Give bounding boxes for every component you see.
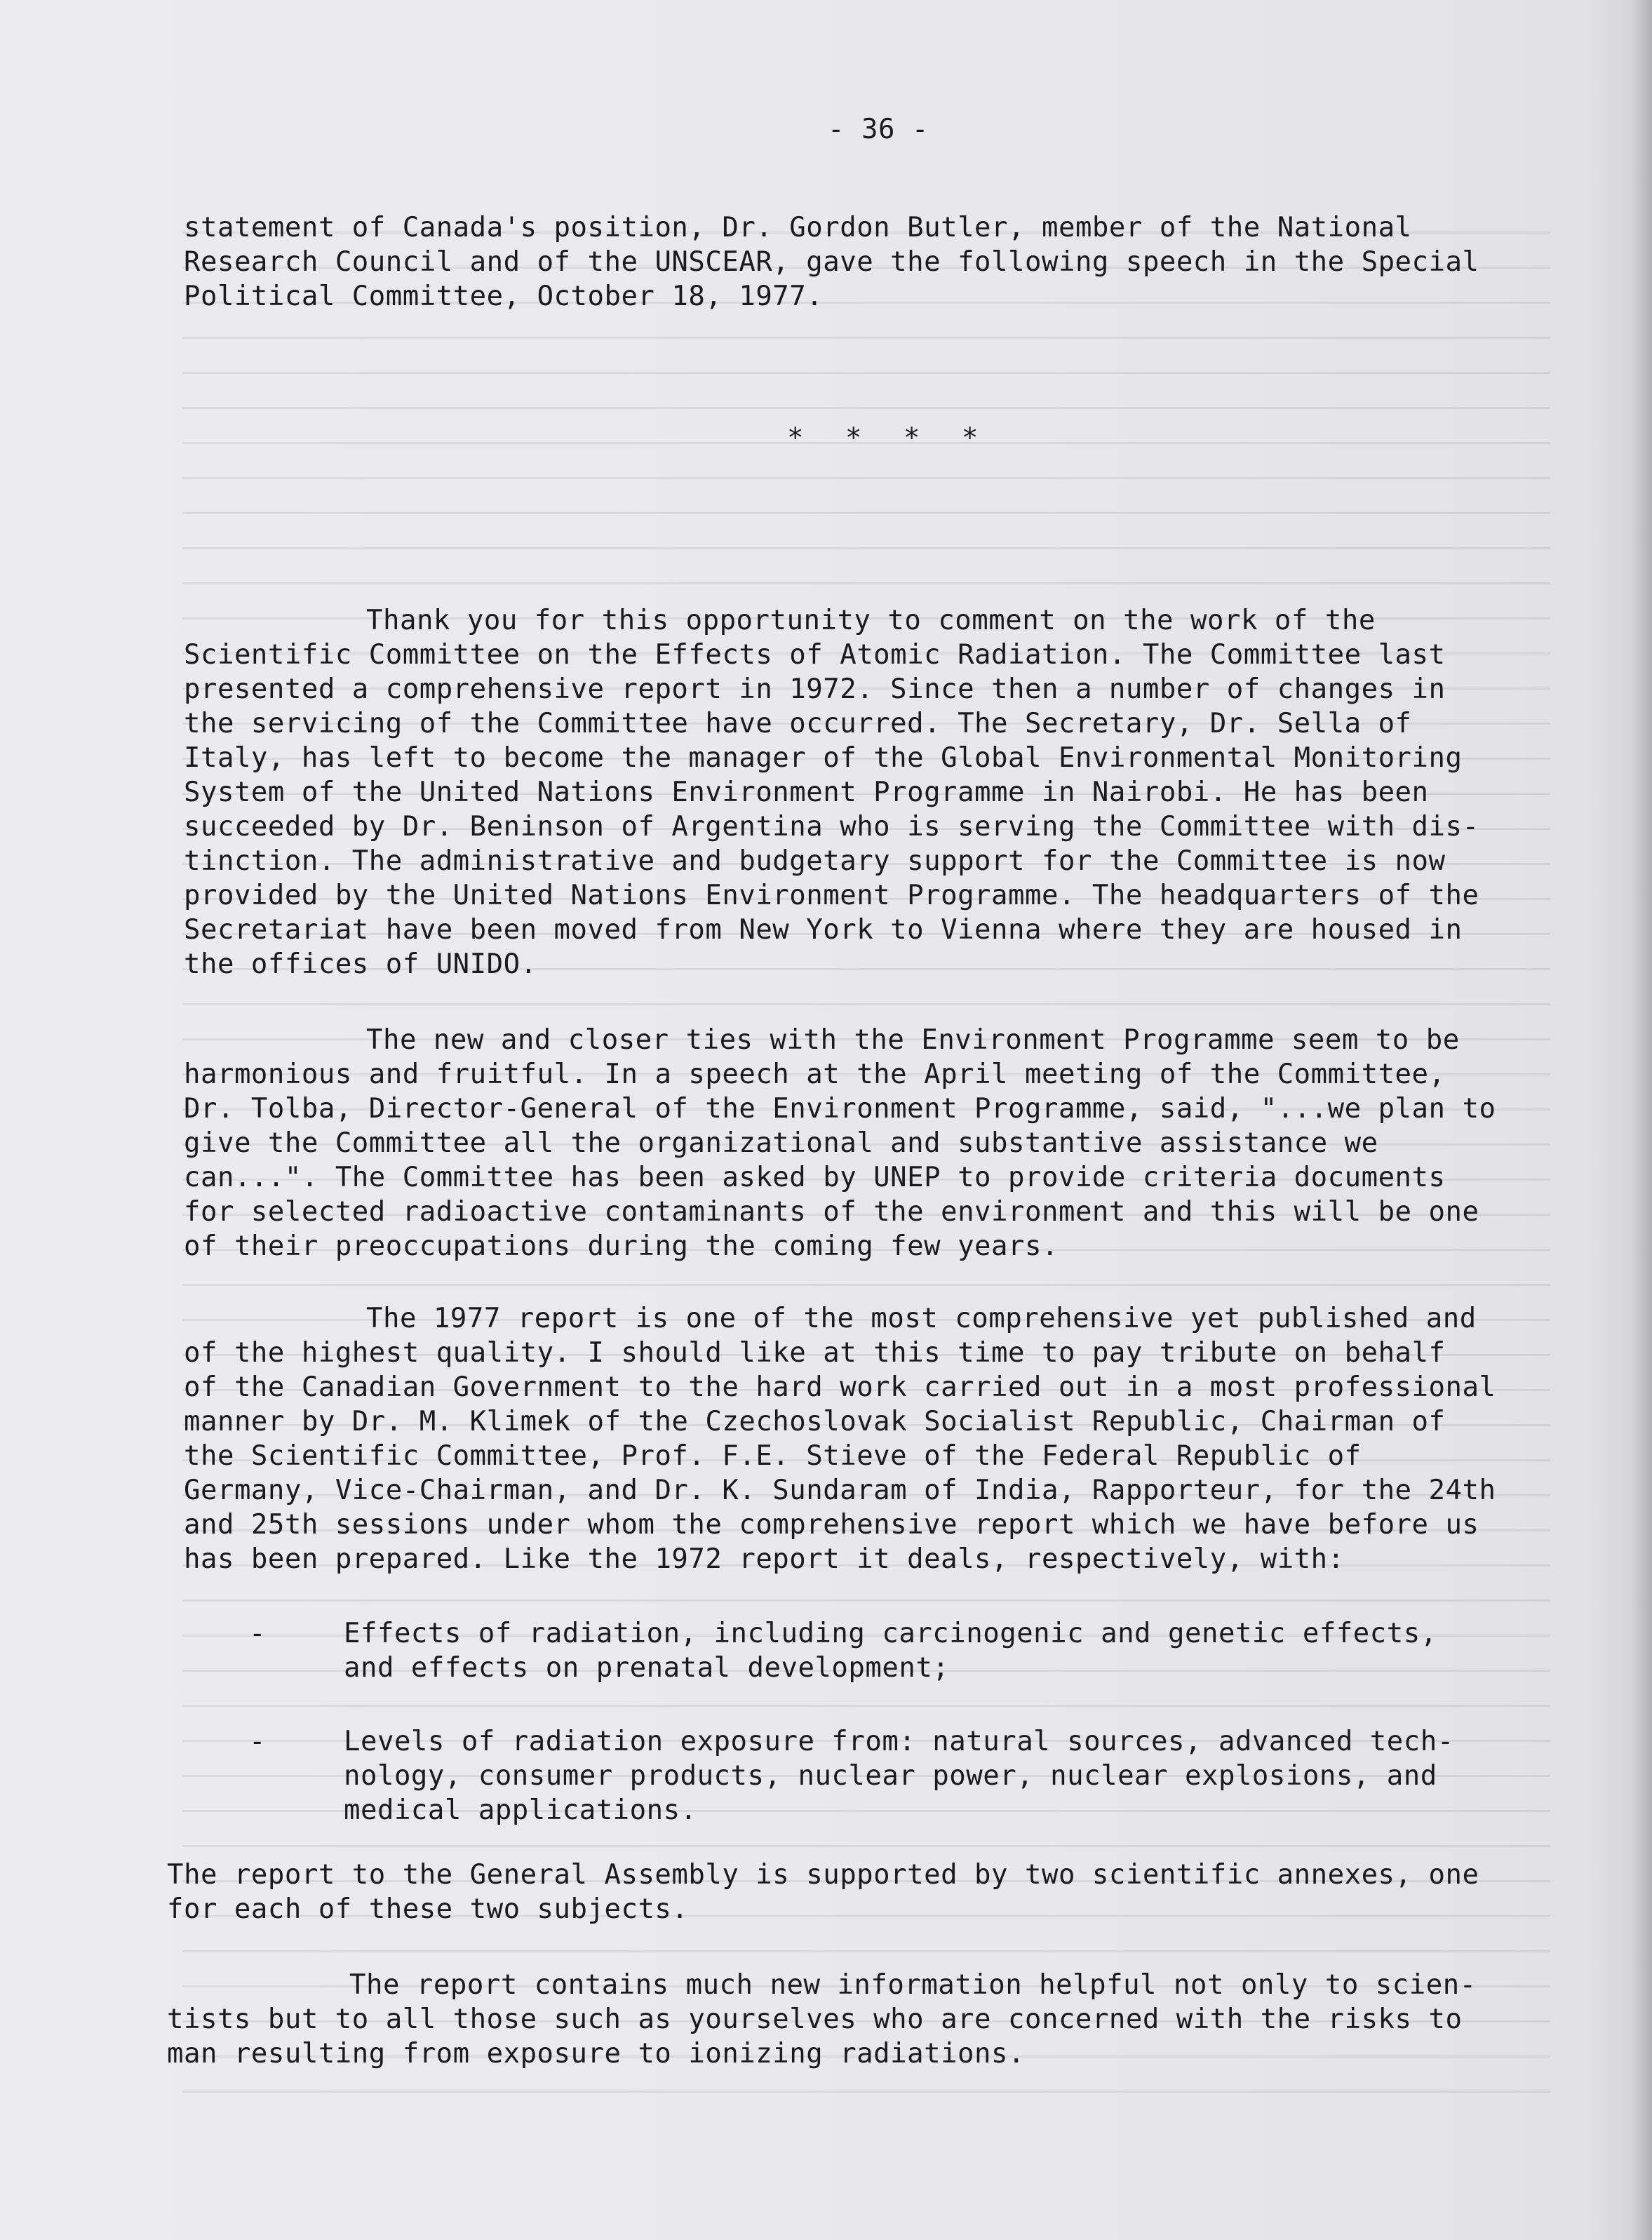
page-number: - 36 - <box>828 114 929 145</box>
text-line: The new and closer ties with the Environment Programme seem to be <box>366 1024 1460 1056</box>
paragraph-thank-you <box>184 603 1559 981</box>
text-line: harmonious and fruitful. In a speech at the April meeting of the Committee, <box>184 1059 1446 1090</box>
text-line: Political Committee, October 18, 1977. <box>184 281 824 312</box>
text-line: the Scientific Committee, Prof. F.E. Stieve of the Federal Republic of <box>184 1440 1362 1472</box>
text-line: can...". The Committee has been asked by UNEP to provide criteria documents <box>184 1162 1446 1193</box>
text-line: The report to the General Assembly is supported by two scientific annexes, one <box>167 1859 1479 1891</box>
bullet-item-effects <box>344 1616 1437 1685</box>
text-line: of the Canadian Government to the hard work carried out in a most professional <box>184 1372 1496 1403</box>
text-line: and effects on prenatal development; <box>344 1652 950 1684</box>
bullet-marker: - <box>249 1618 266 1649</box>
text-line: the offices of UNIDO. <box>184 948 537 980</box>
text-line: System of the United Nations Environment Programme in Nairobi. He has been <box>184 777 1429 808</box>
text-line: The report contains much new information helpful not only to scien- <box>349 1969 1477 2001</box>
paragraph-environment-programme <box>184 1023 1559 1263</box>
text-line: has been prepared. Like the 1972 report it deals, respectively, with: <box>184 1543 1345 1575</box>
text-line: The 1977 report is one of the most comprehensive yet published and <box>366 1303 1477 1334</box>
text-line: Italy, has left to become the manager of the Global Environmental Monitoring <box>184 742 1463 774</box>
text-line: the servicing of the Committee have occurred. The Secretary, Dr. Sella of <box>184 708 1412 739</box>
text-line: tinction. The administrative and budgetary support for the Committee is now <box>184 845 1446 877</box>
text-line: Scientific Committee on the Effects of Atomic Radiation. The Committee last <box>184 639 1446 671</box>
text-line: of the highest quality. I should like at this time to pay tribute on behalf <box>184 1337 1446 1369</box>
text-line: Levels of radiation exposure from: natural sources, advanced tech- <box>344 1726 1454 1757</box>
text-line: succeeded by Dr. Beninson of Argentina who is serving the Committee with dis- <box>184 811 1479 843</box>
paragraph-annexes <box>167 1858 1542 1926</box>
text-line: Dr. Tolba, Director-General of the Environment Programme, said, "...we plan to <box>184 1093 1496 1125</box>
text-line: man resulting from exposure to ionizing radiations. <box>167 2038 1025 2070</box>
text-line: medical applications. <box>344 1795 697 1826</box>
bullet-marker: - <box>249 1726 266 1757</box>
text-line: statement of Canada's position, Dr. Gordon Butler, member of the National <box>184 212 1412 243</box>
paragraph-new-information <box>167 1968 1542 2071</box>
text-line: Thank you for this opportunity to comment on the work of the <box>366 605 1376 636</box>
text-line: for each of these two subjects. <box>167 1893 689 1925</box>
text-line: and 25th sessions under whom the comprehensive report which we have before us <box>184 1509 1479 1541</box>
text-line: Research Council and of the UNSCEAR, gave the following speech in the Special <box>184 246 1479 278</box>
text-line: provided by the United Nations Environment Programme. The headquarters of the <box>184 880 1479 911</box>
text-line: for selected radioactive contaminants of the environment and this will be one <box>184 1196 1479 1228</box>
text-line: Effects of radiation, including carcinogenic and genetic effects, <box>344 1618 1437 1649</box>
text-line: presented a comprehensive report in 1972. Since then a number of changes in <box>184 673 1446 705</box>
text-line: Germany, Vice-Chairman, and Dr. K. Sundaram of India, Rapporteur, for the 24th <box>184 1475 1496 1506</box>
text-line: manner by Dr. M. Klimek of the Czechoslovak Socialist Republic, Chairman of <box>184 1406 1446 1437</box>
text-line: of their preoccupations during the coming few years. <box>184 1230 1059 1262</box>
intro-paragraph <box>184 210 1559 314</box>
bullet-item-levels <box>344 1724 1454 1827</box>
text-line: Secretariat have been moved from New York to Vienna where they are housed in <box>184 914 1463 946</box>
paragraph-1977-report <box>184 1301 1559 1576</box>
text-line: tists but to all those such as yourselves who are concerned with the risks to <box>167 2004 1463 2035</box>
section-separator: * * * * <box>787 422 991 454</box>
text-line: give the Committee all the organizational and substantive assistance we <box>184 1127 1378 1159</box>
page-edge-shadow <box>1631 0 1652 2240</box>
text-line: nology, consumer products, nuclear power, nuclear explosions, and <box>344 1760 1437 1792</box>
